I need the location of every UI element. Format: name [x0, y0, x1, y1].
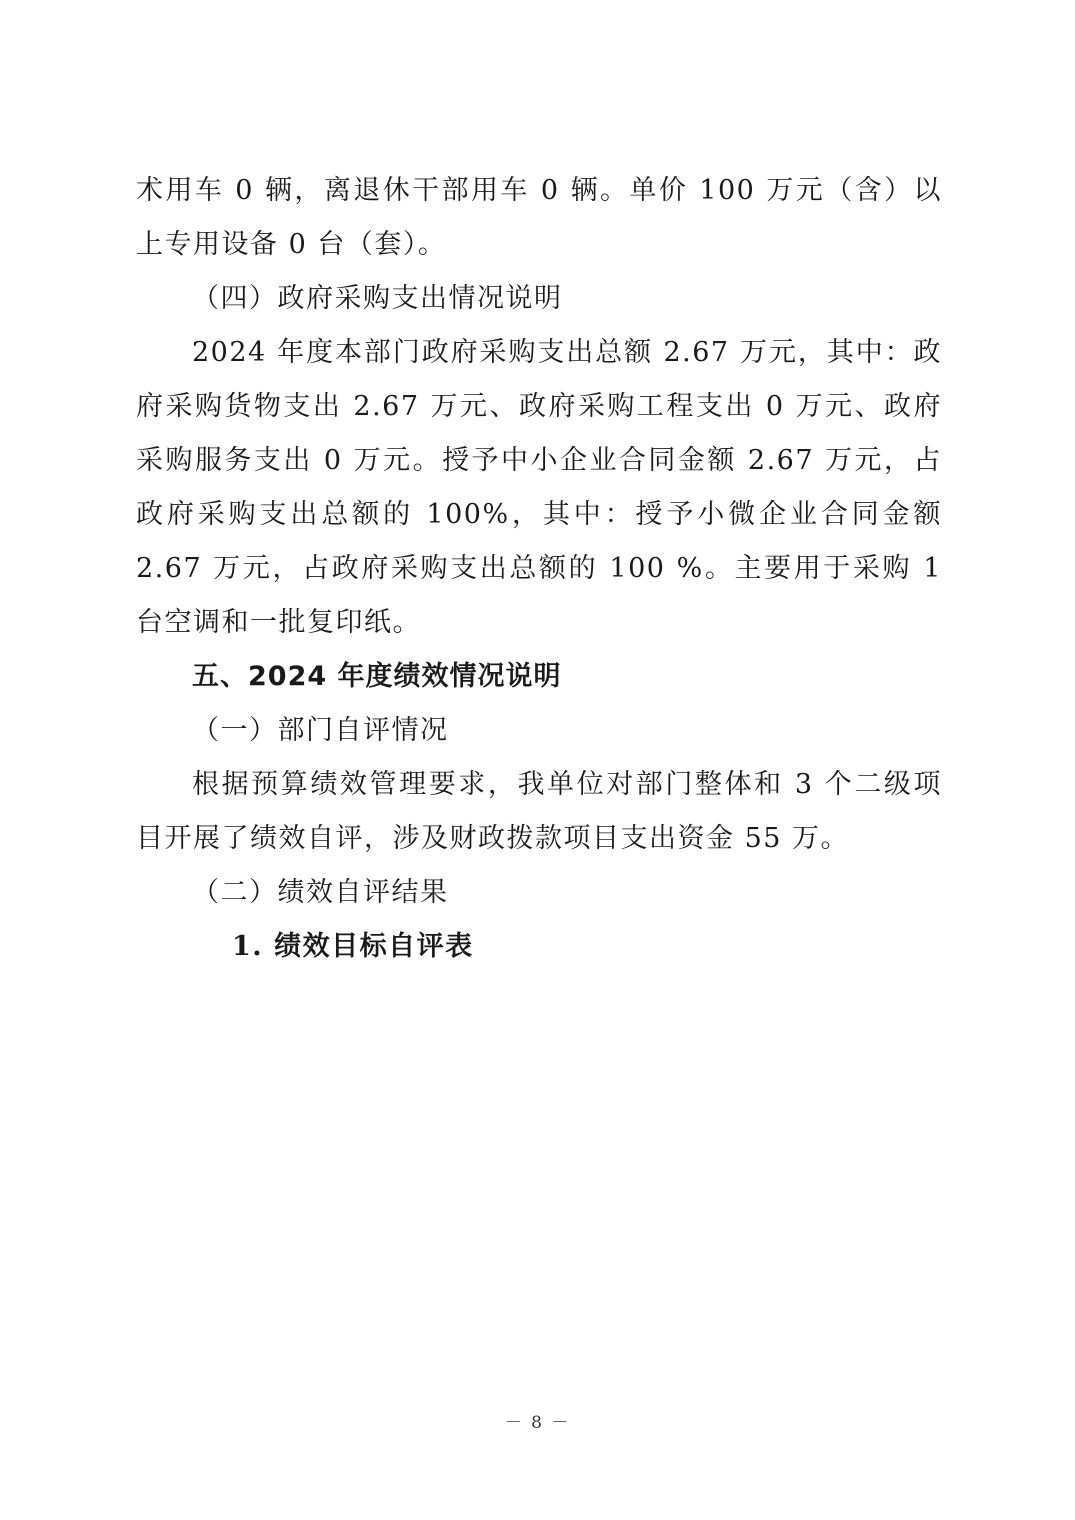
- page-number: － 8 －: [504, 1413, 571, 1433]
- paragraph-vehicle-equipment: 术用车 0 辆，离退休干部用车 0 辆。单价 100 万元（含）以上专用设备 0 台（套）。: [136, 175, 942, 260]
- paragraph-self-evaluation: 根据预算绩效管理要求，我单位对部门整体和 3 个二级项目开展了绩效自评，涉及财政拨款项目支出资金 55 万。: [136, 769, 942, 854]
- paragraph-procurement-details: 2024 年度本部门政府采购支出总额 2.67 万元，其中：政府采购货物支出 2.67 万元、政府采购工程支出 0 万元、政府采购服务支出 0 万元。授予中小企业合同金额 2.67 万元，占政府采购支出总额的 100%，其中：授予小微企业合同金额 2.67 万元，占政府采购支出总额的 100 %。主要用于采购 1 台空调和一批复印纸。: [136, 337, 942, 638]
- document-body: [136, 164, 942, 974]
- subsection-heading-evaluation-results: （二）绩效自评结果: [192, 877, 449, 908]
- item-heading-target-table: 1. 绩效目标自评表: [232, 931, 474, 962]
- section-heading-government-procurement: （四）政府采购支出情况说明: [192, 283, 563, 314]
- subsection-heading-self-evaluation: （一）部门自评情况: [192, 715, 449, 746]
- section-heading-performance: 五、2024 年度绩效情况说明: [192, 661, 562, 692]
